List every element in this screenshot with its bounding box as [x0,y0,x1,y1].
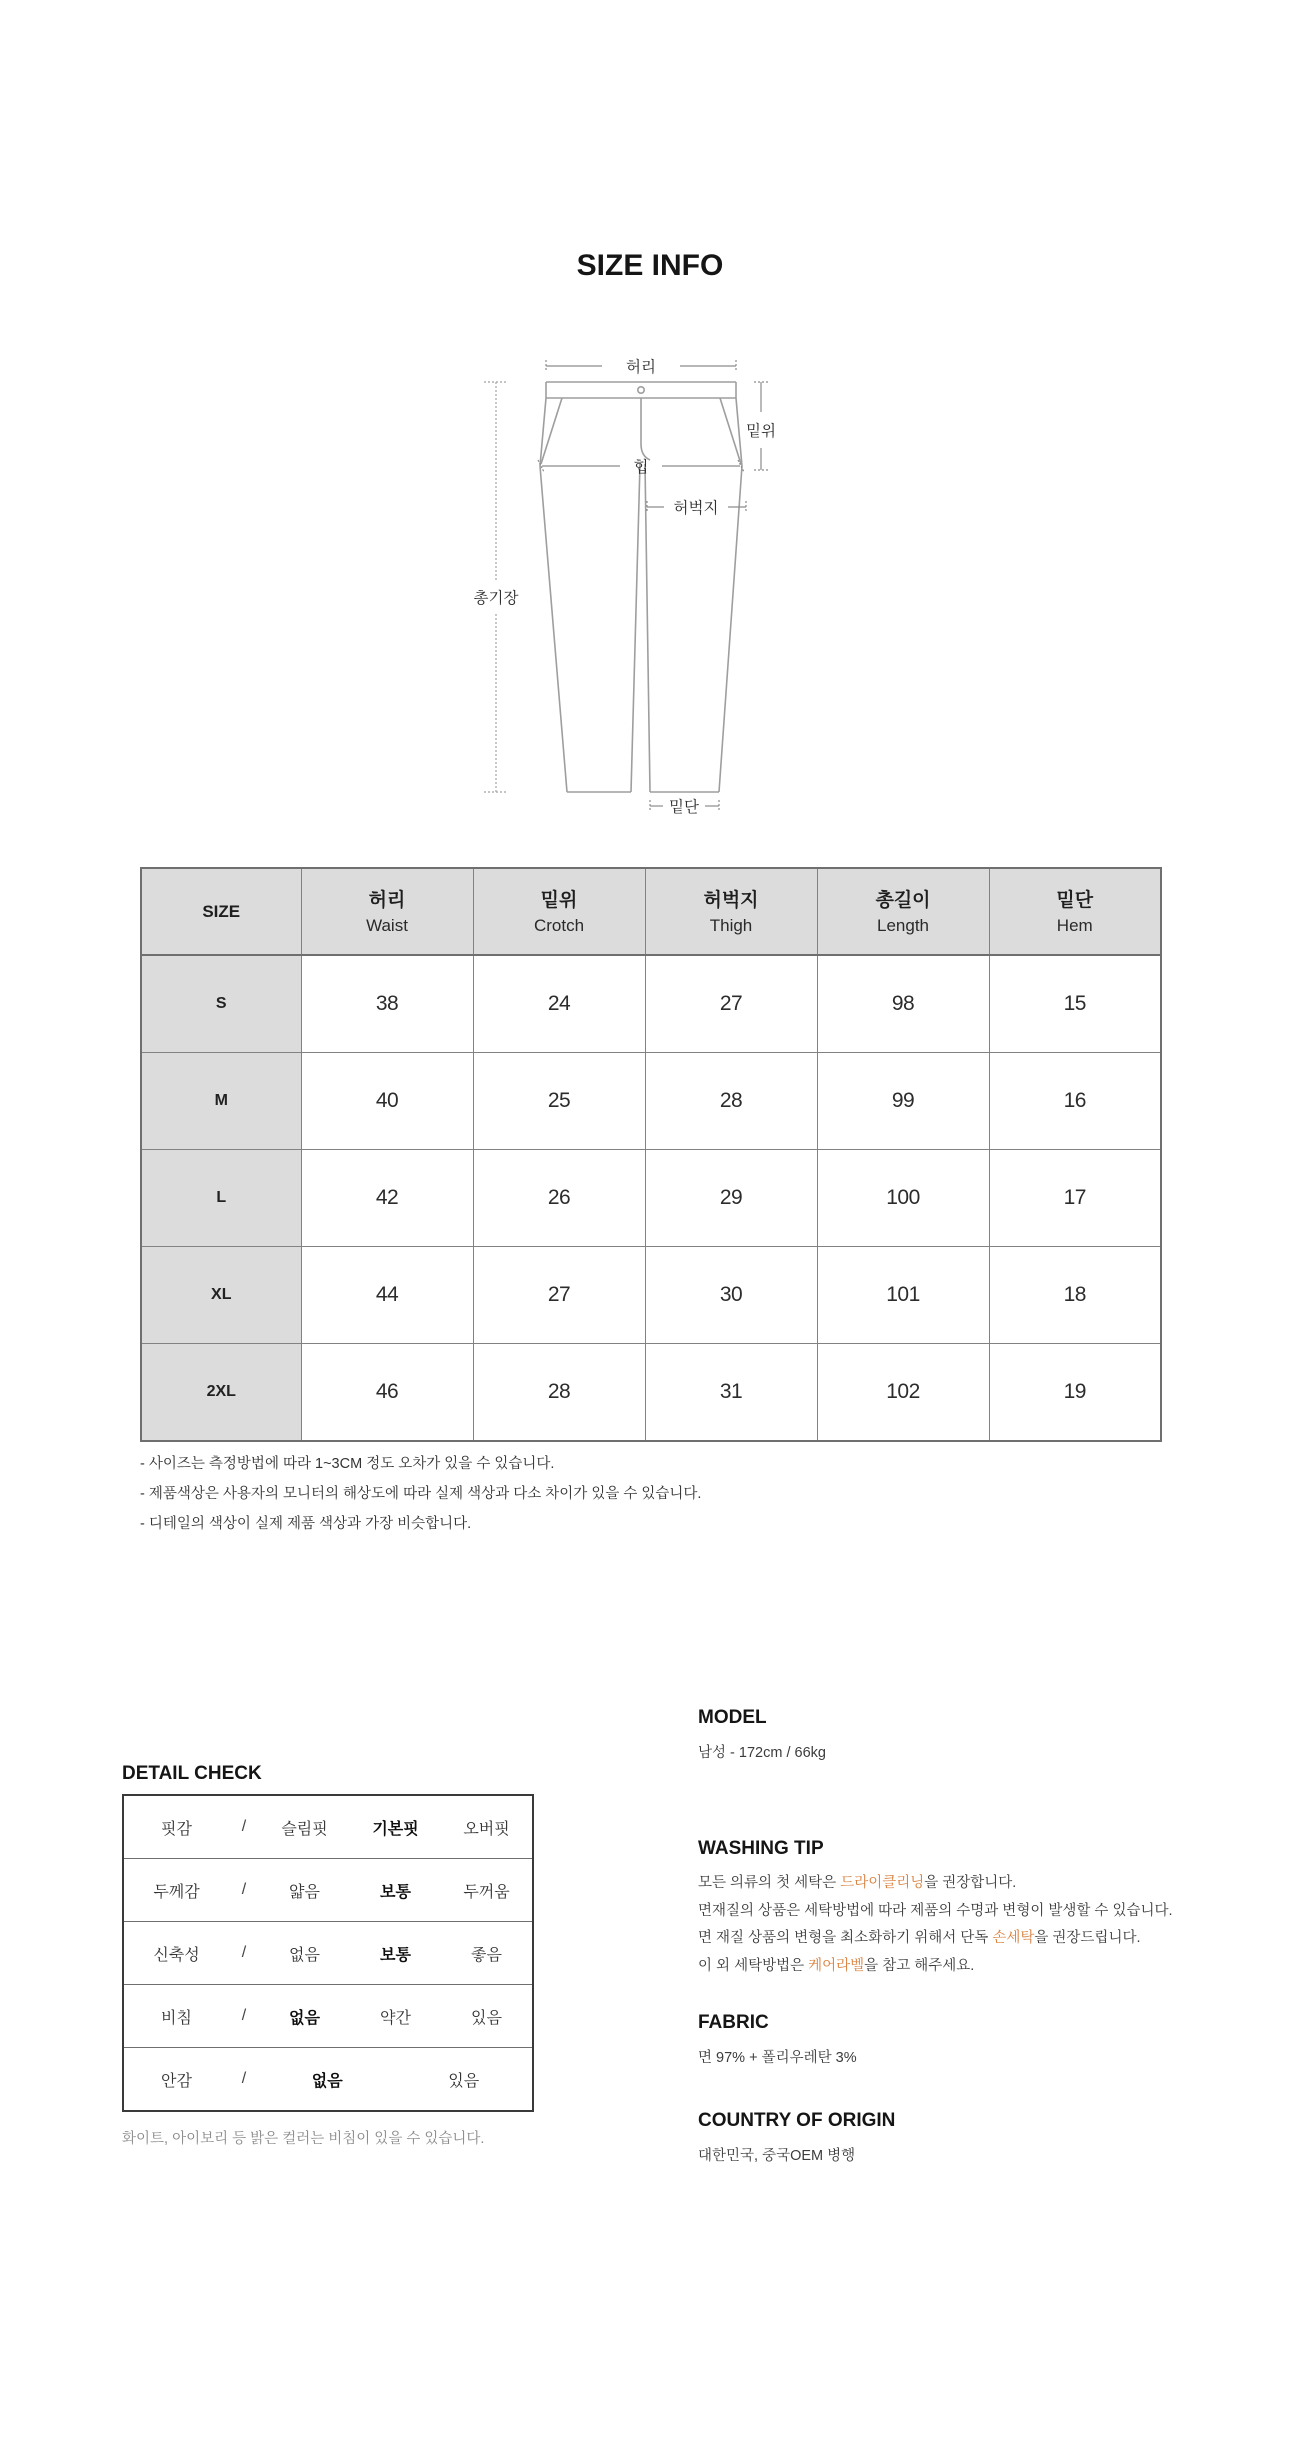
thigh-label: 허벅지 [673,500,719,517]
size-col-header-waist: 허리 Waist [301,868,473,955]
size-row-l [141,1150,1161,1247]
size-value: 29 [645,1150,817,1247]
detail-option: 있음 [448,2072,480,2090]
size-value: 27 [473,1247,645,1344]
page-title: SIZE INFO [576,249,724,282]
detail-label: 핏감 [161,1820,192,1838]
washing-tip-line: 모든 의류의 첫 세탁은 드라이클리닝을 권장합니다. [698,1875,1017,1891]
detail-row [124,1921,532,1984]
detail-label: 비침 [161,2009,192,2027]
size-value: 27 [645,955,817,1053]
size-value: 25 [473,1053,645,1150]
highlighted-term: 손세탁 [992,1930,1035,1946]
size-value: 28 [473,1344,645,1442]
detail-label: 신축성 [153,1946,200,1964]
detail-separator: / [241,2070,247,2087]
fabric-heading: FABRIC [698,2012,769,2033]
total-length-dim-line [484,382,508,792]
washing-tip-line: 면재질의 상품은 세탁방법에 따라 제품의 수명과 변형이 발생할 수 있습니다. [698,1902,1173,1919]
size-value: 24 [473,955,645,1053]
size-label: M [141,1053,301,1150]
detail-option-selected: 없음 [289,2009,320,2027]
size-value: 16 [989,1053,1161,1150]
size-value: 98 [817,955,989,1053]
detail-option: 있음 [471,2009,502,2027]
detail-option-selected: 보통 [380,1883,411,1901]
size-value: 18 [989,1247,1161,1344]
size-col-header-hem: 밑단 Hem [989,868,1161,955]
country-of-origin-section [698,2110,1178,2165]
washing-tip-lines [698,1870,1178,1980]
size-value: 102 [817,1344,989,1442]
detail-option-selected: 없음 [311,2072,343,2090]
size-row-m [141,1053,1161,1150]
detail-separator: / [241,2007,247,2024]
size-value: 28 [645,1053,817,1150]
detail-option: 두꺼움 [463,1883,510,1901]
detail-option: 오버핏 [463,1820,510,1838]
detail-row [124,1796,532,1858]
detail-option-selected: 보통 [380,1946,411,1964]
size-label: XL [141,1247,301,1344]
total-length-label: 총기장 [473,590,519,607]
detail-option: 약간 [380,2009,411,2027]
hem-label: 밑단 [669,799,699,816]
washing-tip-section [698,1838,1178,1980]
detail-option-selected: 기본핏 [372,1820,419,1838]
size-value: 42 [301,1150,473,1247]
size-note: - 제품색상은 사용자의 모니터의 해상도에 따라 실제 색상과 다소 차이가 있을 수 있습니다. [140,1486,702,1502]
size-col-header-thigh: 허벅지 Thigh [645,868,817,955]
size-value: 26 [473,1150,645,1247]
detail-option: 없음 [289,1946,320,1964]
size-table-body [141,955,1161,1441]
size-value: 100 [817,1150,989,1247]
size-row-2xl [141,1344,1161,1442]
detail-row [124,1858,532,1921]
size-value: 44 [301,1247,473,1344]
hip-label: 힙 [633,459,649,476]
pants-diagram-svg [434,352,866,822]
country-of-origin-heading: COUNTRY OF ORIGIN [698,2110,896,2131]
size-value: 99 [817,1053,989,1150]
detail-option: 얇음 [289,1883,320,1901]
detail-label: 안감 [161,2072,192,2090]
washing-tip-line: 이 외 세탁방법은 케어라벨을 참고 해주세요. [698,1957,975,1974]
highlighted-term: 케어라벨 [808,1957,865,1974]
size-value: 19 [989,1344,1161,1442]
size-row-s [141,955,1161,1053]
waist-label: 허리 [626,359,656,376]
detail-option: 좋음 [471,1946,502,1964]
detail-separator: / [241,1881,247,1898]
size-value: 31 [645,1344,817,1442]
fabric-body: 면 97% + 폴리우레탄 3% [698,2050,857,2066]
detail-row [124,1984,532,2047]
model-heading: MODEL [698,1707,767,1728]
fabric-section [698,2012,1178,2067]
detail-check-table [122,1794,534,2112]
size-col-header-crotch: 밑위 Crotch [473,868,645,955]
size-label: L [141,1150,301,1247]
detail-row [124,2047,532,2110]
model-section [698,1707,1178,1762]
size-row-xl [141,1247,1161,1344]
size-col-header-length: 총길이 Length [817,868,989,955]
size-value: 15 [989,955,1161,1053]
size-value: 40 [301,1053,473,1150]
country-of-origin-body: 대한민국, 중국OEM 병행 [698,2148,856,2164]
size-label: 2XL [141,1344,301,1442]
washing-tip-line: 면 재질 상품의 변형을 최소화하기 위해서 단독 손세탁을 권장드립니다. [698,1930,1141,1946]
detail-check-section [122,1763,534,2148]
size-note: - 디테일의 색상이 실제 제품 색상과 가장 비슷합니다. [140,1516,472,1532]
size-value: 38 [301,955,473,1053]
detail-check-footnote: 화이트, 아이보리 등 밝은 컬러는 비침이 있을 수 있습니다. [122,2131,485,2147]
detail-separator: / [241,1818,247,1835]
size-table [140,867,1162,1442]
size-value: 101 [817,1247,989,1344]
size-label: S [141,955,301,1053]
detail-label: 두께감 [153,1883,200,1901]
pants-outline [540,382,742,792]
model-body: 남성 - 172cm / 66kg [698,1745,826,1761]
pants-measurement-diagram [434,352,866,822]
size-value: 17 [989,1150,1161,1247]
detail-separator: / [241,1944,247,1961]
size-note: - 사이즈는 측정방법에 따라 1~3CM 정도 오차가 있을 수 있습니다. [140,1456,555,1472]
crotch-label: 밑위 [746,423,776,440]
size-col-header-size: SIZE [141,868,301,955]
size-notes [140,1456,701,1546]
highlighted-term: 드라이클리닝 [840,1875,925,1891]
detail-option: 슬림핏 [281,1820,328,1838]
size-value: 46 [301,1344,473,1442]
detail-check-title: DETAIL CHECK [122,1763,262,1784]
washing-tip-heading: WASHING TIP [698,1838,824,1859]
size-value: 30 [645,1247,817,1344]
product-info-column [698,1707,1178,2165]
size-table-header [141,868,1161,955]
